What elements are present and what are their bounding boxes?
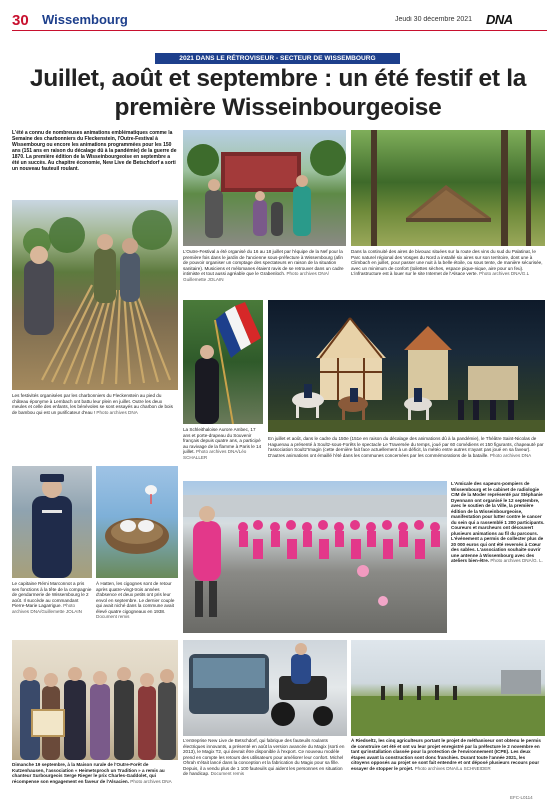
photo-porte-drapeau: [183, 300, 263, 424]
photo-cigognes: [96, 466, 178, 578]
caption-wisseinbourgeoise: L'Amicale des sapeurs-pompiers de Wissembourg et le cabinet de radiologie CIM de la Moder représenté par Stéphanie Dyennann ont organisé le 12 septembre, avec le soutien de la Ville, la première édition de la Wisseinbourgeoise, manifestation pour lutter contre le cancer du sein qui a rassemblé 1 200 participants. Coureurs et marcheurs ont découvert plusieurs animations au fil du parcours. L'événement a permis de collecter plus de 20 000 euros qui ont été reversés à Cœur des sables. L'association souhaite ouvrir une antenne à Wissembourg avec des ateliers bien-être. Photo archives DNA/G. L.: [451, 481, 545, 563]
caption-outre-festival: L'Outre-Festival a été organisé du 16 au 18 juillet par l'équipe de la Nef pour la première fois dans le jardin de l'ancienne sous-préfecture à Wissembourg (afin de pouvoir organiser un comptage des spectateurs en raison de la situation sanitaire). Musiciens et mélomanes étaient ravis de se retrouver dans un cadre intimiste et tout aussi agréable que le Grabenloch. Photo archives DNA/ Guillemette JOLAIN: [183, 249, 344, 282]
photo-riedseltz: [351, 640, 545, 736]
caption-porte-drapeau: La Schleithaloise Aurore Ambec, 17 ans et porte-drapeau du Souvenir français depuis quatre ans, a participé au ravivage de la flamme à Paris le 14 juillet. Photo archives DNA/Léo SCHALLER: [183, 427, 262, 460]
issue-date: Jeudi 30 décembre 2021: [395, 16, 473, 23]
photo-bivouac: [351, 130, 545, 246]
photo-fauteuil-new-live: [183, 640, 347, 736]
newspaper-logo: DNA: [486, 12, 513, 27]
caption-katzenhausen: Dimanche 19 septembre, à la Maison rurale de l'Outre-Forêt de Kutzenhausen, l'association « Heimetsproch un Tradition » a remis au chanteur Surbourgeois Serge Rieger le prix Charles-Gaddolet, qui récompense son engagement en faveur de l'Alsacien. Photo archives DNA: [12, 762, 172, 784]
caption-cigognes: À Hatten, les cigognes sont de retour après quatre-vingt-trois années d'absence et deux petits ont pris leur envol en septembre. Le dernier couple qui avait niché dans la commune avait élevé quatre cigogneaux en 1938. Document remis: [96, 581, 175, 619]
headline: Juillet, août et septembre : un été festif et la première Wisseinbourgeoise: [29, 65, 527, 121]
photo-gendarme: [12, 466, 92, 578]
photo-wisseinbourgeoise: [183, 481, 447, 633]
kicker-banner: 2021 DANS LE RÉTROVISEUR - SECTEUR DE WISSEMBOURG: [155, 53, 400, 64]
photo-spectacle-1870: [268, 300, 545, 432]
intro-paragraph: L'été a connu de nombreuses animations emblématiques comme la Semaine des charbonniers du Fleckenstein, l'Outre-Festival à Wissembourg ou encore les animations programmées pour les 150 ans (151 ans en raison du décalage dû à la pandémie) de la guerre de 1870. La première édition de la Wisseinbourgeoise en septembre a été un succès. Au chapitre économie, New Live de Betschdorf a sorti un nouveau fauteuil roulant.: [12, 130, 177, 172]
page-footer-code: EFC-L0114: [510, 795, 533, 800]
caption-fauteuil-new-live: L'entreprise New Live de Betschdorf, qui fabrique des fauteuils roulants électriques innovants, a présenté en août la version avancée du Magix (sorti en 2013), le Magix T2, qui devrait être disponible à l'export. Ce nouveau modèle prend en compte les retours des utilisateurs pour améliorer leur confort. Michel Ohrah s'était lancé dans la conception et la fabrication du Magix pour sa fille. Depuis, il a vendu plus de 1 100 fauteuils qui aident les personnes en situation de handicap. Document remis: [183, 738, 345, 776]
section-title: Wissembourg: [42, 12, 128, 27]
header-rule: [12, 30, 547, 31]
photo-charbonniers: [12, 200, 178, 390]
photo-outre-festival: [183, 130, 346, 246]
caption-charbonniers: Les festivités organisées par les charbonniers du Fleckenstein au pied du château éponyme à Lembach ont battu leur plein en juillet. Outre les deux meules et celle des enfants, les bénévoles se sont essayés au charbon de bois de bambou qui est un purificateur d'eau ! Photo archives DNA: [12, 393, 173, 415]
caption-riedseltz: À Riedseltz, les cinq agriculteurs portant le projet de méthaniseur ont obtenu le permis de construire cet été et ont vu leur projet enregistré par la préfecture le 2 novembre en tant qu'installation classée pour la protection de l'environnement (ICPE). Les deux étapes avant la construction sont donc franchies. Durant toute l'année 2021, les citoyens opposés au projet se sont fait entendre et ont déposé plusieurs recours pour essayer de stopper le projet. Photo archives DNA/Lu SCHNEIDER: [351, 738, 541, 771]
page-number: 30: [12, 12, 29, 29]
caption-gendarme: Le capitaine Rémi Marconnot a pris ses fonctions à la tête de la compagnie de gendarmerie de Wissembourg le 2 août. Il succède au commandant Pierre-Marie Lagarrigue. Photo archives DNA/Guillemette JOLAIN: [12, 581, 92, 614]
caption-bivouac: Dans la continuité des aires de bivouac situées sur la route des vins du sud du Palatinat, le Parc naturel régional des Vosges du Nord a installé six aires sur son territoire, dont une à Climbach en juillet, pour passer une nuit à la belle étoile, ou sous tente, de manière sécurisée, avec un minimum de confort (toilettes sèches, espace pique-nique, aire pour un feu). L'infrastructure est à louer sur le site Internet de l'Alsace verte. Photo archives DNA/G.L: [351, 249, 543, 276]
photo-katzenhausen: [12, 640, 178, 760]
caption-spectacle-1870: En juillet et août, dans le cadre du 150e (151e en raison du décalage des animations dû à la pandémie), le Théâtre Saint-Nicolas de Haguenau a présenté à Soultz-sous-Forêts le spectacle Le Traversée du temps, joué par 60 comédiens et 150 figurants, chapeauté par l'association Soultz'Imagin (cette dernière fait face actuellement à un déficit, la météo entre autres n'ayant pas joué en sa faveur). D'autres animations ont émaillé l'été dans les communes concernées par les commémorations de la bataille. Photo archives DNA: [268, 436, 544, 458]
